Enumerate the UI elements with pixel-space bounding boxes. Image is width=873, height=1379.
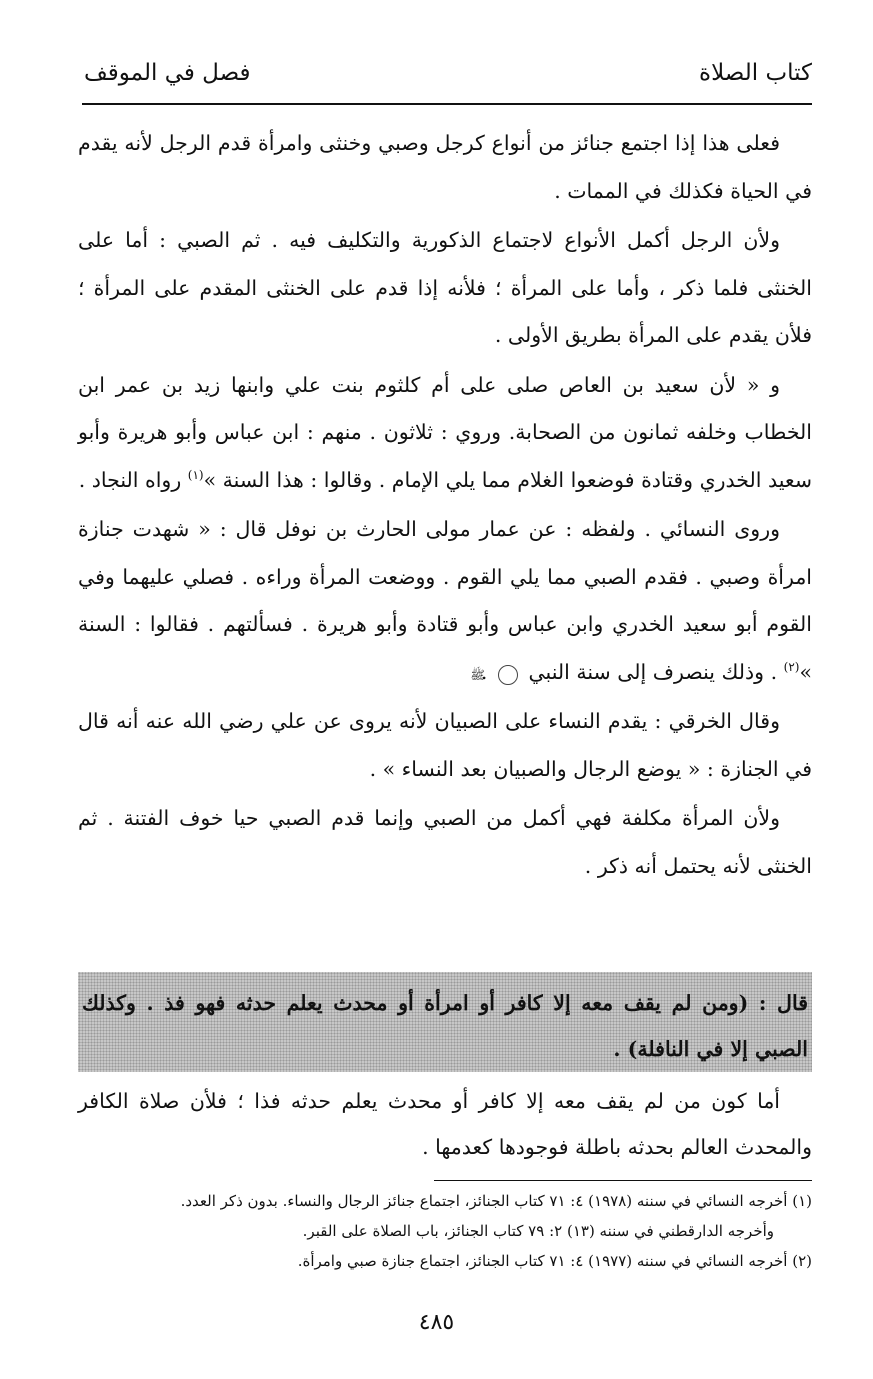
section-title: فصل في الموقف: [84, 60, 251, 86]
matn-highlight: [78, 972, 812, 1072]
paragraph-4-text: وروى النسائي . ولفظه : عن عمار مولى الحارث بن نوفل قال : « شهدت جنازة امرأة وصبي . فقدم الصبي مما يلي القوم . ووضعت المرأة وراءه . فصلي عليهما وفي القوم أبو سعيد الخدري وابن عباس وأبو قتادة وأبو هريرة . فسألتهم . فقالوا : السنة »: [78, 517, 812, 684]
page-number: ٤٨٥: [418, 1310, 455, 1335]
paragraph-4: [78, 506, 812, 696]
footnotes: [78, 1186, 812, 1276]
running-header: [82, 58, 812, 94]
paragraph-3: [78, 362, 812, 505]
main-text: [78, 120, 812, 890]
footnote-rule: [434, 1180, 812, 1181]
commentary-text: أما كون من لم يقف معه إلا كافر أو محدث يعلم حدثه فذا ؛ فلأن صلاة الكافر والمحدث العالم بحدثه باطلة فوجودها كعدمها .: [78, 1089, 812, 1159]
paragraph-3-text: و « لأن سعيد بن العاص صلى على أم كلثوم بنت علي وابنها زيد بن عمر ابن الخطاب وخلفه ثمانون من الصحابة. وروي : ثلاثون . منهم : ابن عباس وأبو هريرة وأبو سعيد الخدري وقتادة فوضعوا الغلام مما يلي الإمام . وقالوا : هذا السنة »: [78, 372, 812, 492]
paragraph-6-text: ولأن المرأة مكلفة فهي أكمل من الصبي وإنما قدم الصبي حيا خوف الفتنة . ثم الخنثى لأنه يحتمل أنه ذكر .: [78, 806, 812, 878]
matn-label: قال: [777, 991, 808, 1015]
paragraph-1: [78, 120, 812, 215]
paragraph-2: [78, 217, 812, 360]
paragraph-3-tail: رواه النجاد .: [78, 467, 188, 492]
paragraph-5-text: وقال الخرقي : يقدم النساء على الصبيان لأنه يروى عن علي رضي الله عنه أنه قال في الجنازة : « يوضع الرجال والصبيان بعد النساء » .: [78, 709, 812, 781]
commentary-text-wrap: [78, 1078, 812, 1170]
footnote-2-line-1: (٢) أخرجه النسائي في سننه (١٩٧٧) ٤: ٧١ كتاب الجنائز، اجتماع جنازة صبي وامرأة.: [297, 1252, 812, 1270]
footnote-ref-2: (٢): [783, 659, 800, 674]
footnote-1-line-1: (١) أخرجه النسائي في سننه (١٩٧٨) ٤: ٧١ كتاب الجنائز، اجتماع جنائز الرجال والنساء. بدون ذكر العدد.: [180, 1192, 812, 1210]
paragraph-6: [78, 795, 812, 890]
paragraph-4-end: .: [480, 659, 494, 684]
book-title: كتاب الصلاة: [699, 60, 812, 86]
matn-body: : (ومن لم يقف معه إلا كافر أو امرأة أو محدث يعلم حدثه فهو فذ . وكذلك الصبي إلا في النافلة) .: [82, 991, 808, 1061]
paragraph-2-text: ولأن الرجل أكمل الأنواع لاجتماع الذكورية والتكليف فيه . ثم الصبي : أما على الخنثى فلما ذكر ، وأما على المرأة ؛ فلأنه إذا قدم على الخنثى المقدم على المرأة ؛ فلأن يقدم على المرأة بطريق الأولى .: [78, 228, 812, 347]
paragraph-5: [78, 698, 812, 793]
commentary-paragraph: [78, 1078, 812, 1170]
matn-text: [82, 980, 808, 1072]
footnote-1-line-2: وأخرجه الدارقطني في سننه (١٣) ٢: ٧٩ كتاب الجنائز، باب الصلاة على القبر.: [302, 1222, 774, 1240]
header-rule: [82, 103, 812, 105]
footnote-ref-1: (١): [187, 467, 204, 482]
paragraph-1-text: فعلى هذا إذا اجتمع جنائز من أنواع كرجل وصبي وخنثى وامرأة قدم الرجل لأنه يقدم في الحياة فكذلك في الممات .: [78, 131, 812, 203]
salutation-icon: ﷺ: [498, 665, 518, 685]
paragraph-4-tail: . وذلك ينصرف إلى سنة النبي: [521, 659, 784, 684]
